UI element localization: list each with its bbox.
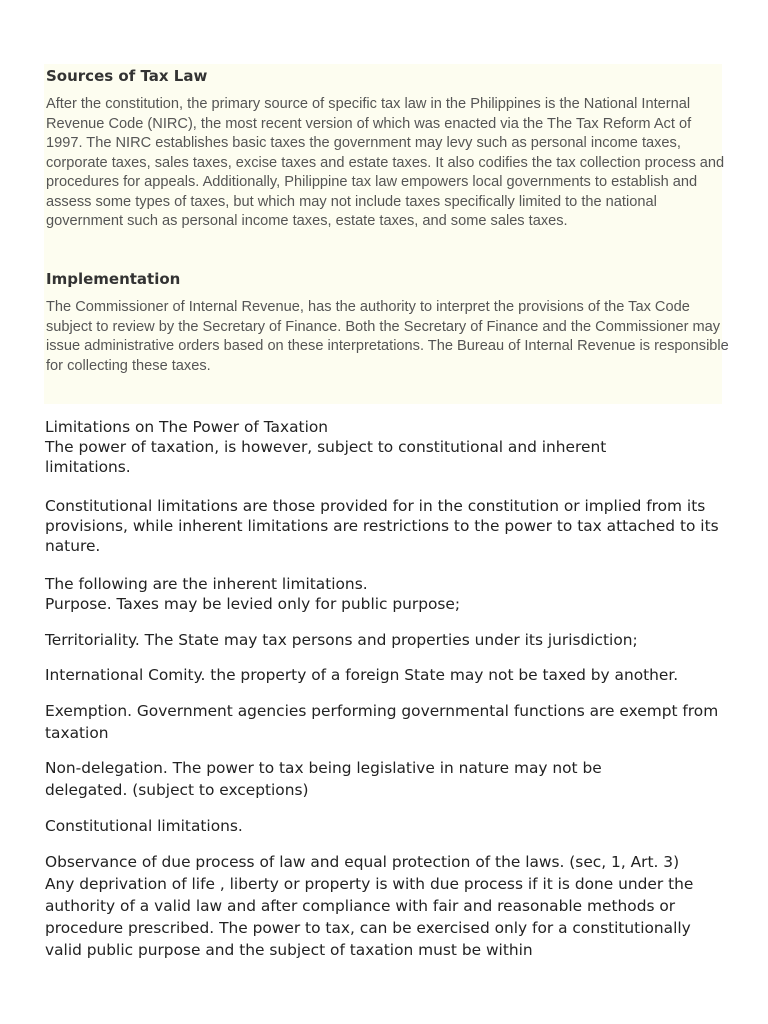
non-delegation-item: Non-delegation. The power to tax being legislative in nature may not be delegated. (subject to exceptions) xyxy=(45,759,602,799)
territoriality-item: Territoriality. The State may tax persons and properties under its jurisdiction; xyxy=(45,631,638,649)
exemption-item: Exemption. Government agencies performing governmental functions are exempt from taxation xyxy=(45,702,719,742)
sources-paragraph: After the constitution, the primary source of specific tax law in the Philippines is the National Internal Revenue Code (NIRC), the most recent version of which was enacted via the The Tax Reform Act of 1997. The NIRC establishes basic taxes the government may levy such as personal income taxes, corporate taxes, sales taxes, excise taxes and estate taxes. It also codifies the tax collection process and procedures for appeals. Additionally, Philippine tax law empowers local governments to establish and assess some types of taxes, but which may not include taxes specifically limited to the national government such as personal income taxes, estate taxes, and some sales taxes. xyxy=(46,96,725,229)
limitations-intro: The power of taxation, is however, subject to constitutional and inherent limitations. xyxy=(45,438,607,476)
constitutional-limitations-heading: Constitutional limitations. xyxy=(45,817,243,835)
sources-heading: Sources of Tax Law xyxy=(46,67,208,85)
due-process-heading: Observance of due process of law and equal protection of the laws. (sec, 1, Art. 3) xyxy=(45,853,680,871)
purpose-item: Purpose. Taxes may be levied only for public purpose; xyxy=(45,595,461,613)
limitations-title: Limitations on The Power of Taxation xyxy=(45,418,329,436)
due-process-body: Any deprivation of life , liberty or property is with due process if it is done under the authority of a valid law and after compliance with fair and reasonable methods or procedure prescribed. The power to tax, can be exercised only for a constitutionally valid public purpose and the subject of taxation must be within xyxy=(45,875,694,959)
implementation-heading: Implementation xyxy=(46,270,181,288)
comity-item: International Comity. the property of a foreign State may not be taxed by another. xyxy=(45,666,679,684)
implementation-paragraph: The Commissioner of Internal Revenue, has the authority to interpret the provisions of the Tax Code subject to review by the Secretary of Finance. Both the Secretary of Finance and the Commissioner may issue administrative orders based on these interpretations. The Bureau of Internal Revenue is responsible for collecting these taxes. xyxy=(46,299,729,374)
limitations-definition: Constitutional limitations are those provided for in the constitution or implied from its provisions, while inherent limitations are restrictions to the power to tax attached to its nature. xyxy=(45,497,719,555)
highlighted-section xyxy=(44,64,729,404)
inherent-limitations-heading: The following are the inherent limitations. xyxy=(45,575,368,593)
